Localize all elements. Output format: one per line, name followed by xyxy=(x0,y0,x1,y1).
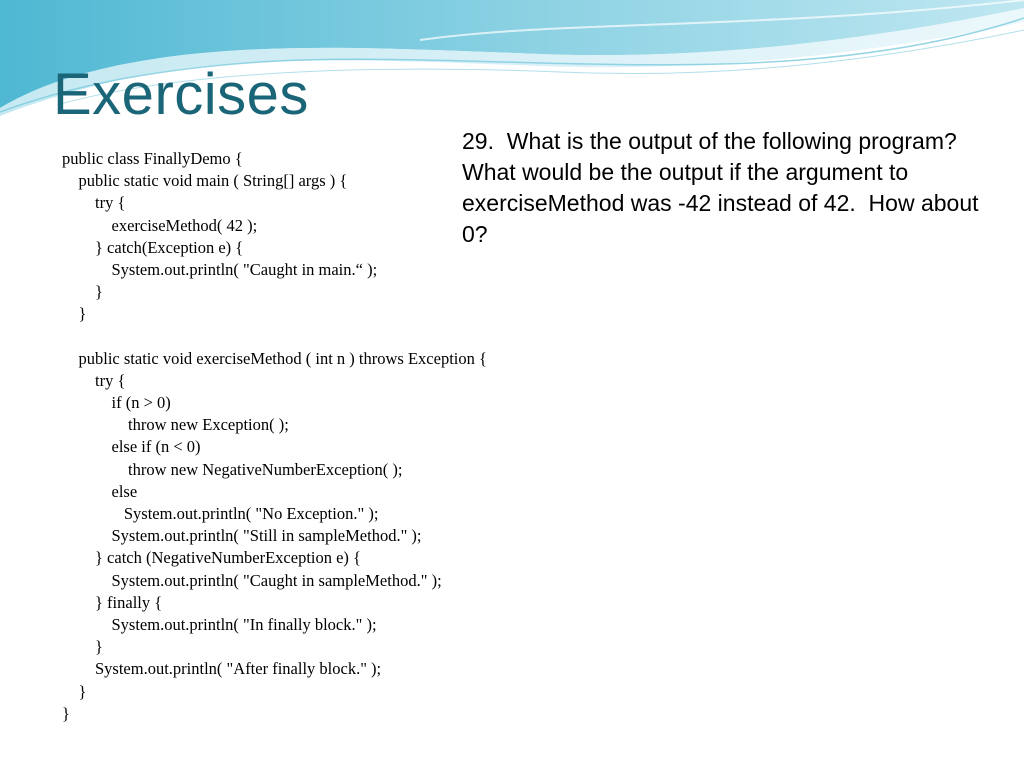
code-line: } xyxy=(62,304,87,324)
code-line: } catch (NegativeNumberException e) { xyxy=(62,548,361,568)
code-line: } catch(Exception e) { xyxy=(62,237,244,257)
code-line: try { xyxy=(62,193,126,213)
code-listing xyxy=(62,148,487,725)
code-line: throw new NegativeNumberException( ); xyxy=(62,459,403,479)
code-line: } xyxy=(62,703,70,723)
code-line: public static void exerciseMethod ( int n ) throws Exception { xyxy=(62,348,487,368)
code-line: } xyxy=(62,681,87,701)
code-line xyxy=(62,326,487,348)
code-line: } xyxy=(62,637,103,657)
code-line: } xyxy=(62,282,103,302)
code-line: System.out.println( "Still in sampleMethod." ); xyxy=(62,526,422,546)
code-line: System.out.println( "Caught in main.“ ); xyxy=(62,259,378,279)
exercise-question: 29. What is the output of the following program? What would be the output if the argument to exerciseMethod was -42 instead of 42. How about 0? xyxy=(462,128,985,247)
code-line: } finally { xyxy=(62,592,163,612)
code-line: System.out.println( "After finally block." ); xyxy=(62,659,382,679)
code-line: try { xyxy=(62,370,126,390)
code-line: else if (n < 0) xyxy=(62,437,201,457)
code-line: System.out.println( "No Exception." ); xyxy=(62,504,379,523)
code-line: exerciseMethod( 42 ); xyxy=(62,215,258,235)
code-line: public class FinallyDemo { xyxy=(62,149,243,168)
code-line: public static void main ( String[] args ) { xyxy=(62,171,348,191)
slide-title: Exercises xyxy=(53,62,309,127)
code-line: throw new Exception( ); xyxy=(62,415,289,435)
code-line: System.out.println( "Caught in sampleMethod." ); xyxy=(62,570,442,590)
code-line: else xyxy=(62,481,138,501)
code-line: if (n > 0) xyxy=(62,393,171,413)
code-line: System.out.println( "In finally block." ); xyxy=(62,614,377,634)
